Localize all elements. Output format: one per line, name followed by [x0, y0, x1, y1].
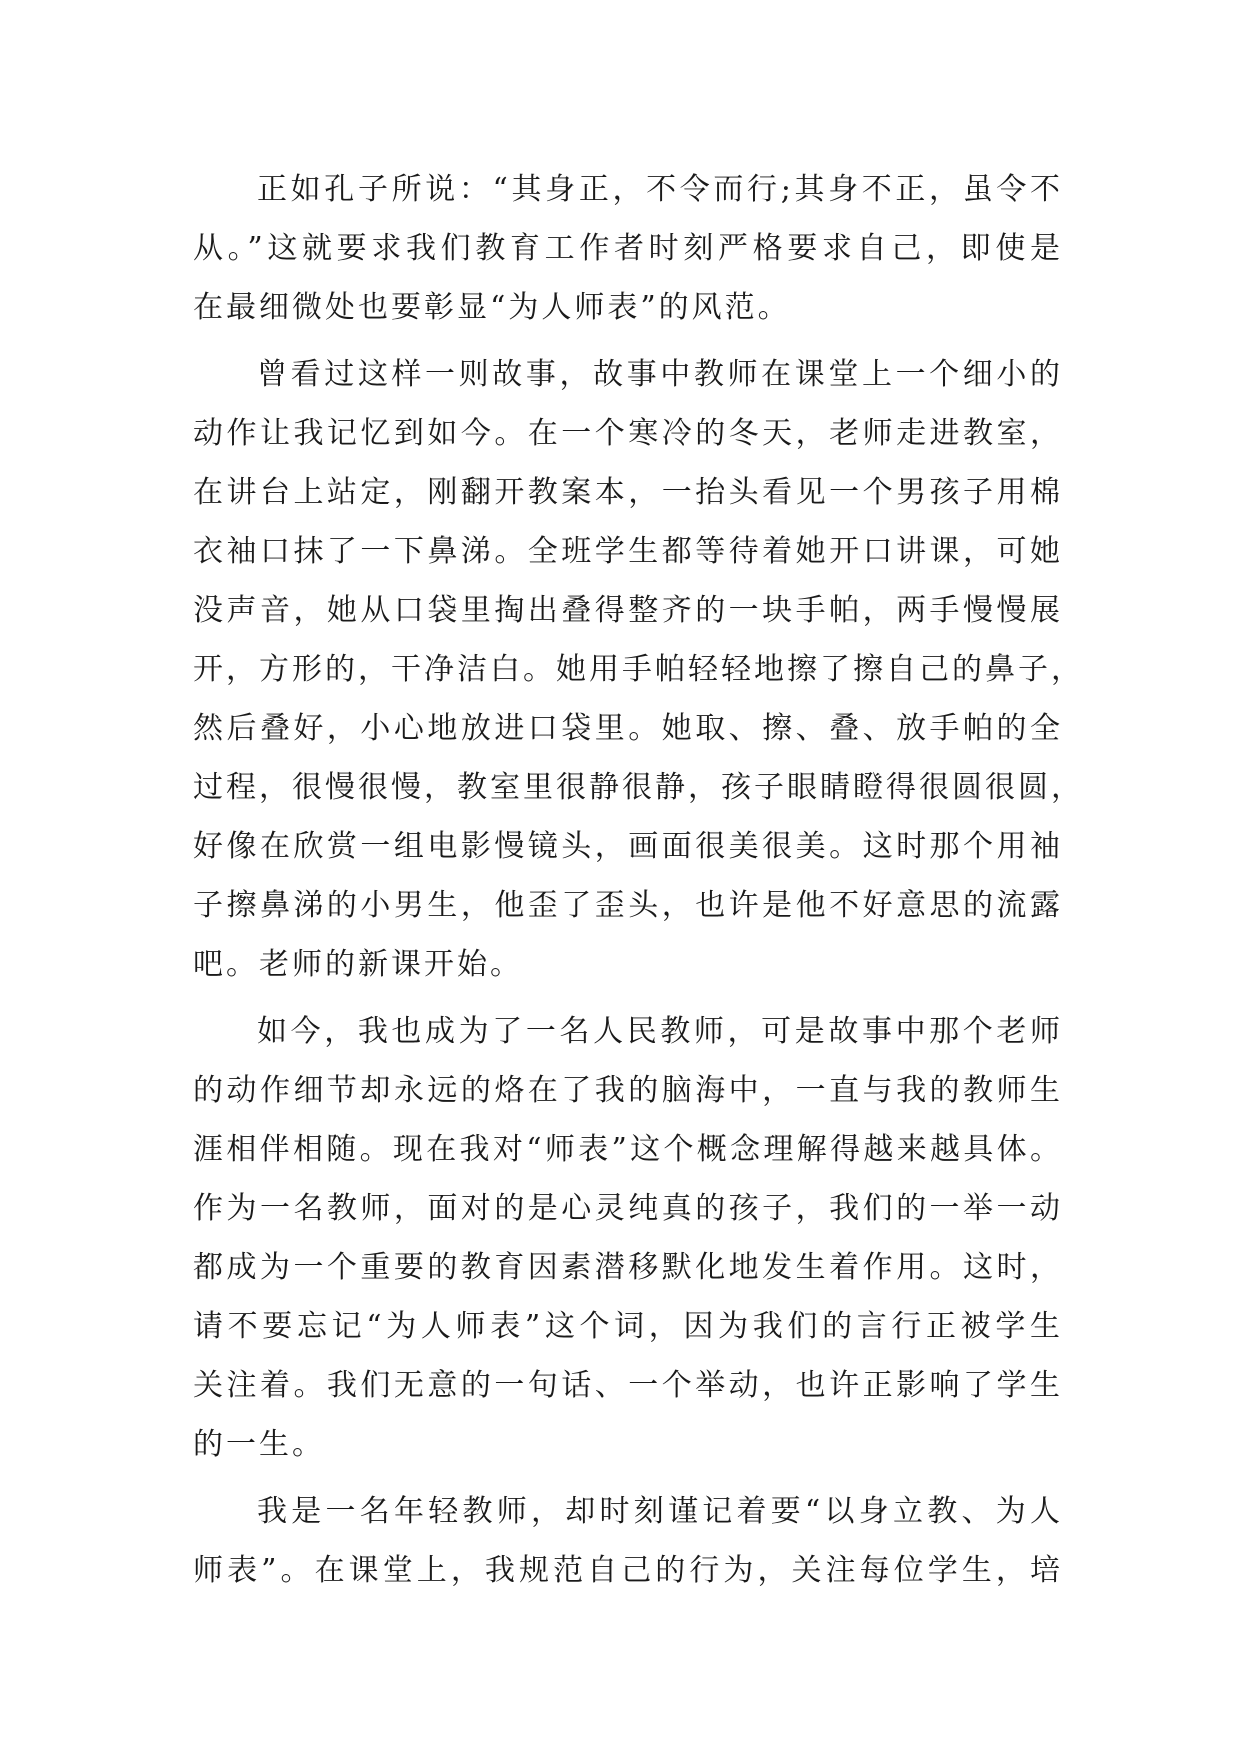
text-line: 吧。老师的新课开始。 — [193, 947, 523, 982]
text-line: 动作让我记忆到如今。在一个寒冷的冬天，老师走进教室， — [193, 416, 1063, 451]
text-line: 过程，很慢很慢，教室里很静很静，孩子眼睛瞪得很圆很圆， — [193, 770, 1084, 805]
document-body — [193, 160, 1084, 1608]
text-line: 子擦鼻涕的小男生，他歪了歪头，也许是他不好意思的流露 — [193, 888, 1063, 923]
text-line: 开，方形的，干净洁白。她用手帕轻轻地擦了擦自己的鼻子， — [193, 652, 1084, 687]
text-line: 我是一名年轻教师，却时刻谨记着要“以身立教、为人 — [257, 1494, 1063, 1529]
text-line: 请不要忘记“为人师表”这个词，因为我们的言行正被学生 — [193, 1309, 1063, 1344]
text-line: 的一生。 — [193, 1427, 325, 1462]
text-line: 都成为一个重要的教育因素潜移默化地发生着作用。这时， — [193, 1250, 1063, 1285]
text-line: 没声音，她从口袋里掏出叠得整齐的一块手帕，两手慢慢展 — [193, 593, 1063, 628]
text-line: 正如孔子所说：“其身正，不令而行;其身不正，虽令不 — [257, 172, 1063, 207]
text-line: 关注着。我们无意的一句话、一个举动，也许正影响了学生 — [193, 1368, 1063, 1403]
text-line: 在讲台上站定，刚翻开教案本，一抬头看见一个男孩子用棉 — [193, 475, 1063, 510]
paragraph-2 — [193, 345, 1084, 994]
paragraph-4 — [193, 1482, 1063, 1600]
text-line: 好像在欣赏一组电影慢镜头，画面很美很美。这时那个用袖 — [193, 829, 1063, 864]
text-line: 从。”这就要求我们教育工作者时刻严格要求自己，即使是 — [193, 231, 1063, 266]
text-line: 曾看过这样一则故事，故事中教师在课堂上一个细小的 — [257, 357, 1063, 392]
text-line: 涯相伴相随。现在我对“师表”这个概念理解得越来越具体。 — [193, 1132, 1063, 1167]
paragraph-1 — [193, 160, 1063, 337]
text-line: 师表”。在课堂上，我规范自己的行为，关注每位学生，培 — [193, 1553, 1063, 1588]
text-line: 的动作细节却永远的烙在了我的脑海中，一直与我的教师生 — [193, 1073, 1063, 1108]
text-line: 如今，我也成为了一名人民教师，可是故事中那个老师 — [257, 1014, 1063, 1049]
text-line: 在最细微处也要彰显“为人师表”的风范。 — [193, 290, 791, 325]
text-line: 作为一名教师，面对的是心灵纯真的孩子，我们的一举一动 — [193, 1191, 1063, 1226]
text-line: 然后叠好，小心地放进口袋里。她取、擦、叠、放手帕的全 — [193, 711, 1063, 746]
paragraph-3 — [193, 1002, 1063, 1474]
text-line: 衣袖口抹了一下鼻涕。全班学生都等待着她开口讲课，可她 — [193, 534, 1063, 569]
